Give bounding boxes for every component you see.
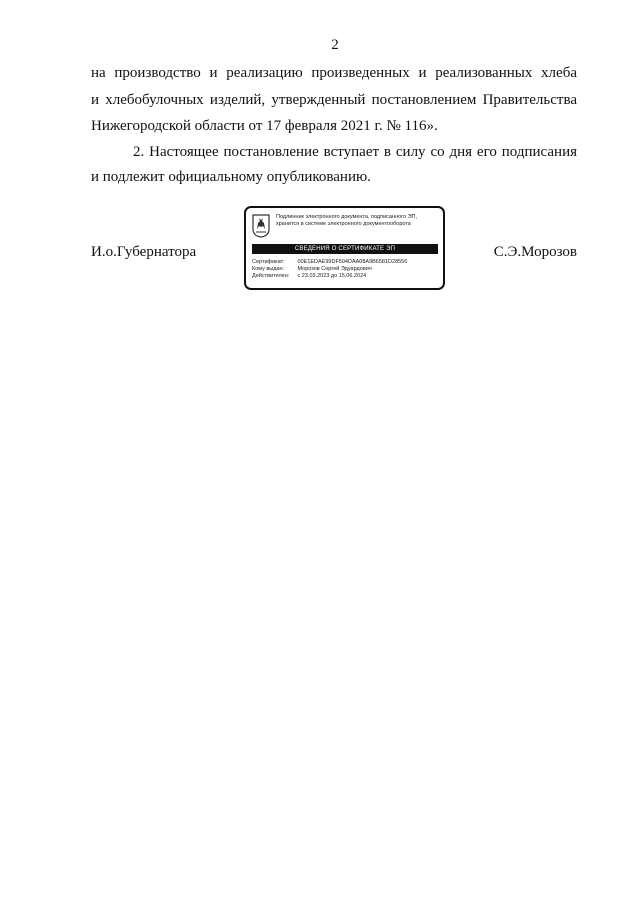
body-line-5: и подлежит официальному опубликованию. <box>91 169 371 185</box>
coat-of-arms-icon <box>252 214 270 238</box>
stamp-header-line-2: хранится в системе электронного документооборота <box>276 221 411 227</box>
certificate-label: Сертификат: <box>252 259 285 265</box>
stamp-header-line-1: Подлинник электронного документа, подписанного ЭП, <box>276 214 418 220</box>
signer-name: С.Э.Морозов <box>493 244 577 260</box>
issued-to-row <box>252 266 440 273</box>
stamp-header <box>276 214 436 228</box>
certificate-value: 00E1EDAE99DF504DAA08A9B6581D28556 <box>297 259 408 265</box>
certificate-row <box>252 259 440 266</box>
page-number: 2 <box>331 37 339 53</box>
body-line-2: и хлебобулочных изделий, утвержденный постановлением Правительства <box>91 92 577 108</box>
valid-row <box>252 273 440 280</box>
issued-to-label: Кому выдан: <box>252 266 285 272</box>
body-line-1: на производство и реализацию произведенных и реализованных хлеба <box>91 65 577 81</box>
valid-value: с 23.03.2023 до 15.06.2024 <box>297 273 367 279</box>
stamp-title-bar: СВЕДЕНИЯ О СЕРТИФИКАТЕ ЭП <box>252 244 438 254</box>
body-line-3: Нижегородской области от 17 февраля 2021 г. № 116». <box>91 118 438 134</box>
electronic-signature-stamp <box>244 206 445 290</box>
valid-label: Действителен: <box>252 273 290 279</box>
signer-title: И.о.Губернатора <box>91 244 197 260</box>
stamp-info <box>252 259 440 280</box>
body-line-4: 2. Настоящее постановление вступает в силу со дня его подписания <box>133 144 577 160</box>
issued-to-value: Морозов Сергей Эдуардович <box>297 266 372 272</box>
